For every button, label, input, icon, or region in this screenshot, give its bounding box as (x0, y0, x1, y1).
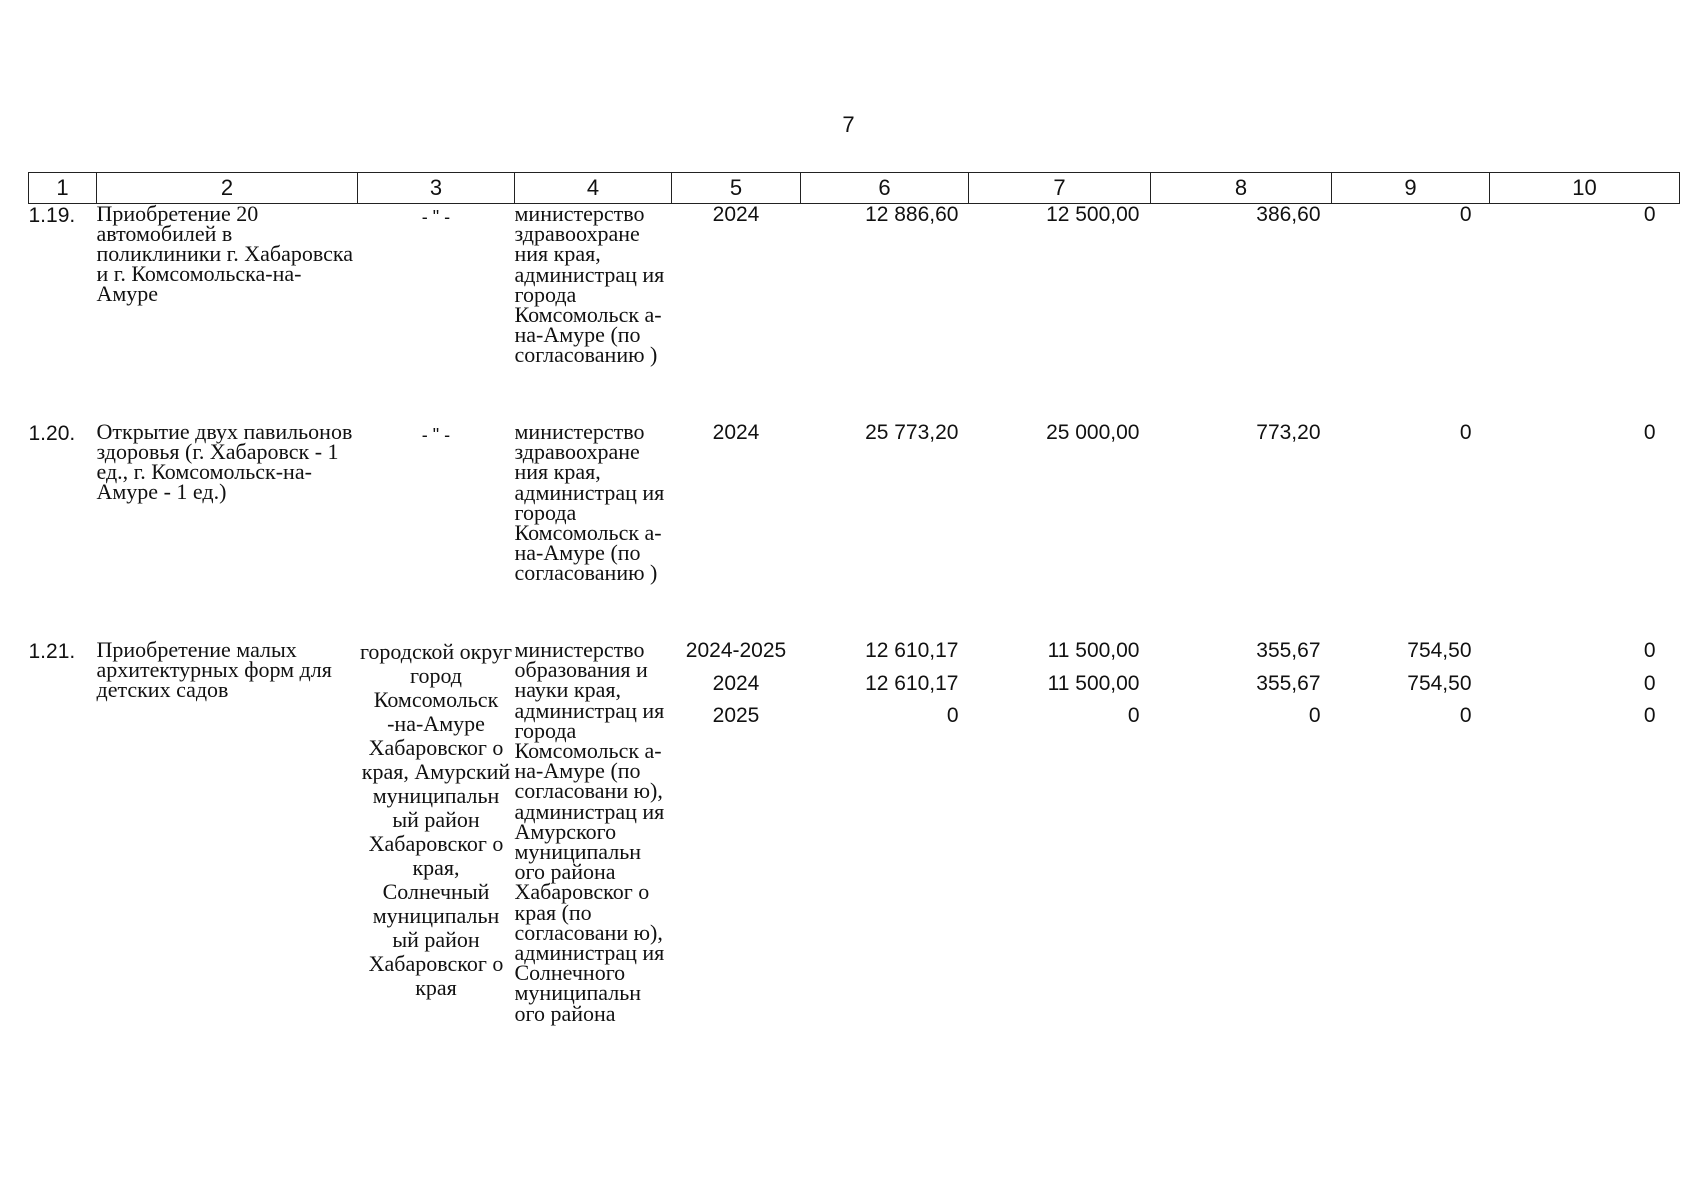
responsible: министерство здравоохране ния края, администрац ия города Комсомольск а-на-Амуре (по согласованию ) (514, 419, 665, 586)
table-row (29, 422, 1680, 640)
amount: 0 (946, 704, 959, 727)
amount: 12 500,00 (1046, 203, 1140, 226)
period-cell (672, 640, 801, 1024)
table-row (29, 640, 1680, 1024)
amount: 0 (1308, 704, 1321, 727)
amount: 754,50 (1407, 639, 1472, 662)
amount: 0 (1643, 704, 1656, 727)
amount-total (801, 422, 969, 640)
amount-col7 (969, 204, 1151, 423)
column-header: 2 (97, 173, 358, 204)
period: 2025 (712, 704, 760, 727)
amount-col10 (1490, 640, 1680, 1024)
amount: 386,60 (1256, 203, 1321, 226)
period-cell (672, 204, 801, 423)
page-number: 7 (842, 112, 855, 137)
amount-col8 (1151, 204, 1332, 423)
period: 2024-2025 (685, 639, 787, 662)
amount-col9 (1332, 422, 1490, 640)
column-header: 1 (29, 173, 97, 204)
amount: 12 886,60 (865, 203, 959, 226)
column-header: 4 (515, 173, 672, 204)
amount-col9 (1332, 640, 1490, 1024)
amount: 0 (1459, 421, 1472, 444)
amount: 12 610,17 (865, 639, 959, 662)
measure-name: Приобретение 20 автомобилей в поликлиники г. Хабаровска и г. Комсомольска-на-Амуре (96, 201, 353, 306)
amount: 355,67 (1256, 671, 1321, 695)
period: 2024 (712, 421, 760, 444)
column-header: 7 (969, 173, 1151, 204)
amount: 355,67 (1256, 639, 1321, 662)
amount: 12 610,17 (865, 671, 959, 695)
amount: 0 (1459, 704, 1472, 727)
amount-col7 (969, 422, 1151, 640)
amount: 773,20 (1256, 421, 1321, 444)
amount: 11 500,00 (1047, 639, 1140, 662)
executor: - " - (421, 207, 451, 227)
amount: 11 500,00 (1047, 671, 1140, 695)
column-header: 8 (1151, 173, 1332, 204)
amount: 754,50 (1407, 671, 1472, 695)
document-table (28, 172, 1680, 1024)
amount: 0 (1643, 421, 1656, 444)
row-number: 1.21. (28, 640, 76, 663)
amount-col8 (1151, 422, 1332, 640)
amount: 0 (1127, 704, 1140, 727)
amount-col7 (969, 640, 1151, 1024)
period-cell (672, 422, 801, 640)
column-header: 6 (801, 173, 969, 204)
amount: 0 (1643, 671, 1656, 695)
table-header-row (29, 173, 1680, 204)
column-header: 9 (1332, 173, 1490, 204)
amount-col10 (1490, 204, 1680, 423)
measure-name: Приобретение малых архитектурных форм для детских садов (96, 637, 332, 702)
amount-col8 (1151, 640, 1332, 1024)
row-number: 1.19. (28, 204, 76, 227)
table-row (29, 204, 1680, 423)
amount: 0 (1643, 203, 1656, 226)
amount: 0 (1643, 639, 1656, 662)
period: 2024 (712, 671, 760, 695)
column-header: 5 (672, 173, 801, 204)
amount-col9 (1332, 204, 1490, 423)
executor: - " - (421, 425, 451, 445)
period: 2024 (712, 203, 760, 226)
amount: 0 (1459, 203, 1472, 226)
column-header: 10 (1490, 173, 1680, 204)
responsible: министерство образования и науки края, администрац ия города Комсомольск а-на-Амуре (по согласовани ю), администрац ия Амурского муниципальн ого района Хабаровског о края (по согласовани ю), администрац ия Солнечного муниципальн ого района (514, 637, 665, 1026)
amount-total (801, 204, 969, 423)
amount: 25 000,00 (1046, 421, 1140, 444)
responsible: министерство здравоохране ния края, администрац ия города Комсомольск а-на-Амуре (по согласованию ) (514, 201, 665, 368)
executor: городской округ город Комсомольск -на-Амуре Хабаровског о края, Амурский муниципальн ый район Хабаровског о края, Солнечный муниципальн ый район Хабаровског о края (359, 639, 513, 1000)
amount-total (801, 640, 969, 1024)
row-number: 1.20. (28, 422, 76, 445)
column-header: 3 (358, 173, 515, 204)
amount-col10 (1490, 422, 1680, 640)
measure-name: Открытие двух павильонов здоровья (г. Хабаровск - 1 ед., г. Комсомольск-на-Амуре - 1 ед.) (96, 419, 353, 504)
amount: 25 773,20 (865, 421, 959, 444)
